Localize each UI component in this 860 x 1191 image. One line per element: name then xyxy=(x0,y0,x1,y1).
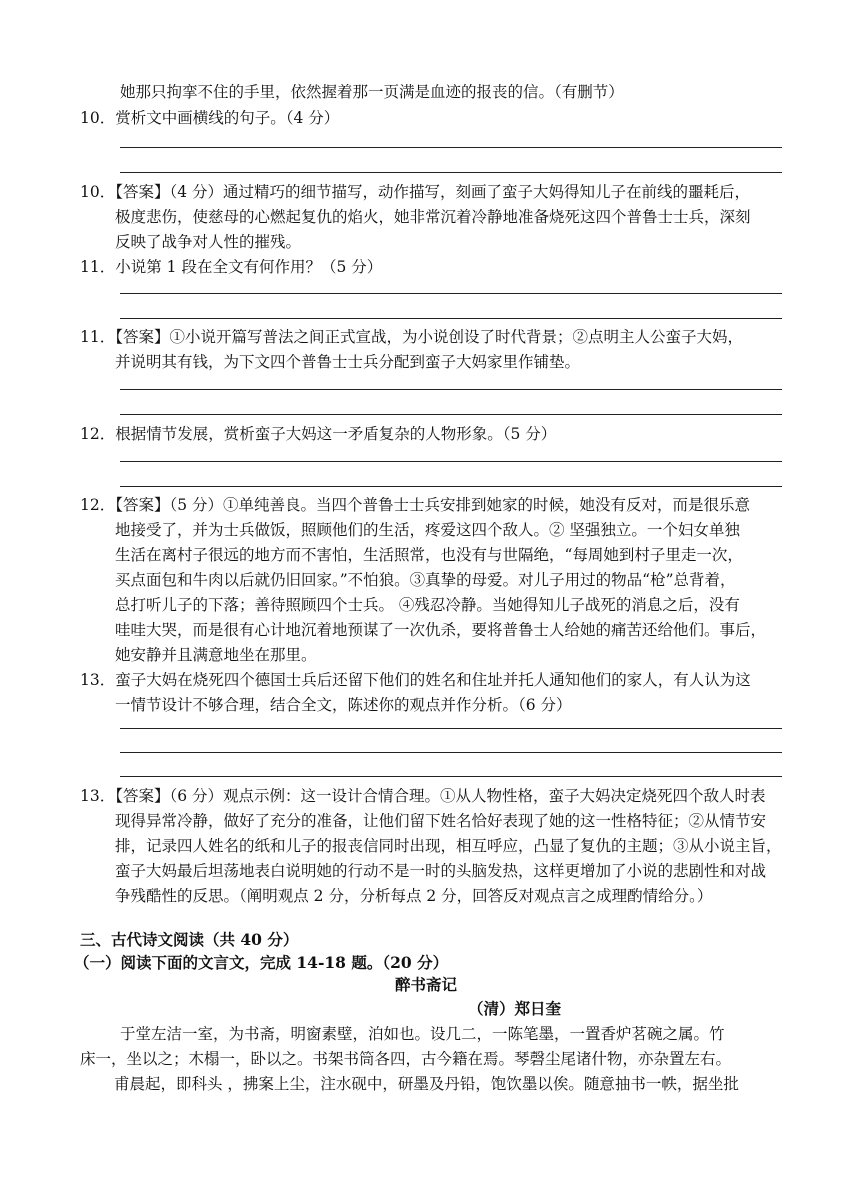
answer-12-line: 买点面包和牛肉以后就仍旧回家。”不怕狼。③真挚的母爱。对儿子用过的物品“枪”总背着， xyxy=(115,571,736,589)
classical-text-author: （清）郑日奎 xyxy=(468,999,562,1018)
answer-12-line: 12．【答案】（5 分）①单纯善良。当四个普鲁士士兵安排到她家的时候，她没有反对，而是很乐意 xyxy=(80,496,751,514)
question-13: 13．蛮子大妈在烧死四个德国士兵后还留下他们的姓名和住址并托人通知他们的家人，有人认为这 xyxy=(80,671,751,689)
answer-13-line: 争残酷性的反思。（阐明观点 2 分，分析每点 2 分，回答反对观点言之成理酌情给分。） xyxy=(115,887,713,905)
classical-text-line: 床一，坐以之；木榻一，卧以之。书架书筒各四，古今籍在焉。琴磬尘尾诸什物，亦杂置左右。 xyxy=(80,1050,732,1068)
answer-line xyxy=(120,389,782,390)
answer-line xyxy=(120,147,782,148)
question-12: 12．根据情节发展，赏析蛮子大妈这一矛盾复杂的人物形象。（5 分） xyxy=(80,425,557,443)
passage-ending-line: 她那只拘挛不住的手里，依然握着那一页满是血迹的报丧的信。（有删节） xyxy=(120,83,624,101)
answer-line xyxy=(120,486,782,487)
question-11: 11．小说第 1 段在全文有何作用？（5 分） xyxy=(80,258,383,276)
answer-13-line: 现得异常冷静，做好了充分的准备，让他们留下姓名恰好表现了她的这一性格特征；②从情节安 xyxy=(115,812,767,830)
answer-11-line: 11．【答案】①小说开篇写普法之间正式宣战，为小说创设了时代背景；②点明主人公蛮子大妈， xyxy=(80,328,743,346)
answer-12-line: 地接受了，并为士兵做饭，照顾他们的生活，疼爱这四个敌人。② 坚强独立。一个妇女单独 xyxy=(115,521,740,539)
answer-10-line: 反映了战争对人性的摧残。 xyxy=(115,233,302,251)
question-13: 一情节设计不够合理，结合全文，陈述你的观点并作分析。（6 分） xyxy=(115,696,572,714)
answer-line xyxy=(120,461,782,462)
answer-line xyxy=(120,172,782,173)
classical-text-title: 醉书斋记 xyxy=(395,975,458,994)
answer-12-line: 她安静并且满意地坐在那里。 xyxy=(115,646,317,664)
answer-line xyxy=(120,728,782,729)
section-heading: 三、古代诗文阅读（共 40 分） xyxy=(80,930,299,949)
answer-line xyxy=(120,318,782,319)
classical-text-line: 于堂左洁一室，为书斋，明窗素壁，泊如也。设几二，一陈笔墨，一置香炉茗碗之属。竹 xyxy=(120,1025,725,1043)
answer-13-line: 蛮子大妈最后坦荡地表白说明她的行动不是一时的头脑发热，这样更增加了小说的悲剧性和对战 xyxy=(115,862,767,880)
answer-12-line: 哇哇大哭，而是很有心计地沉着地预谋了一次仇杀，要将普鲁士人给她的痛苦还给他们。事后， xyxy=(115,621,767,639)
answer-10-line: 极度悲伤，使慈母的心燃起复仇的焰火，她非常沉着冷静地准备烧死这四个普鲁士士兵，深刻 xyxy=(115,208,751,226)
answer-12-line: 总打听儿子的下落；善待照顾四个士兵。 ④残忍冷静。当她得知儿子战死的消息之后，没有 xyxy=(115,596,740,614)
question-10: 10．赏析文中画横线的句子。（4 分） xyxy=(80,109,340,127)
answer-13-line: 排，记录四人姓名的纸和儿子的报丧信同时出现，相互呼应，凸显了复仇的主题；③从小说主旨， xyxy=(115,837,782,855)
answer-line xyxy=(120,414,782,415)
classical-text-line: 甫晨起，即科头 ，拂案上尘，注水砚中，研墨及丹铅，饱饮墨以俟。随意抽书一帙，据坐批 xyxy=(114,1075,739,1093)
answer-10-line: 10．【答案】（4 分）通过精巧的细节描写，动作描写，刻画了蛮子大妈得知儿子在前线的噩耗后， xyxy=(80,183,751,201)
answer-line xyxy=(120,752,782,753)
answer-12-line: 生活在离村子很远的地方而不害怕，生活照常，也没有与世隔绝，“每周她到村子里走一次， xyxy=(115,546,743,564)
answer-13-line: 13．【答案】（6 分）观点示例：这一设计合情合理。①从人物性格，蛮子大妈决定烧死四个敌人时表 xyxy=(80,787,766,805)
answer-11-line: 并说明其有钱，为下文四个普鲁士士兵分配到蛮子大妈家里作铺垫。 xyxy=(115,353,581,371)
answer-line xyxy=(120,776,782,777)
subsection-heading: （一）阅读下面的文言文，完成 14-18 题。（20 分） xyxy=(74,953,449,972)
answer-line xyxy=(120,293,782,294)
